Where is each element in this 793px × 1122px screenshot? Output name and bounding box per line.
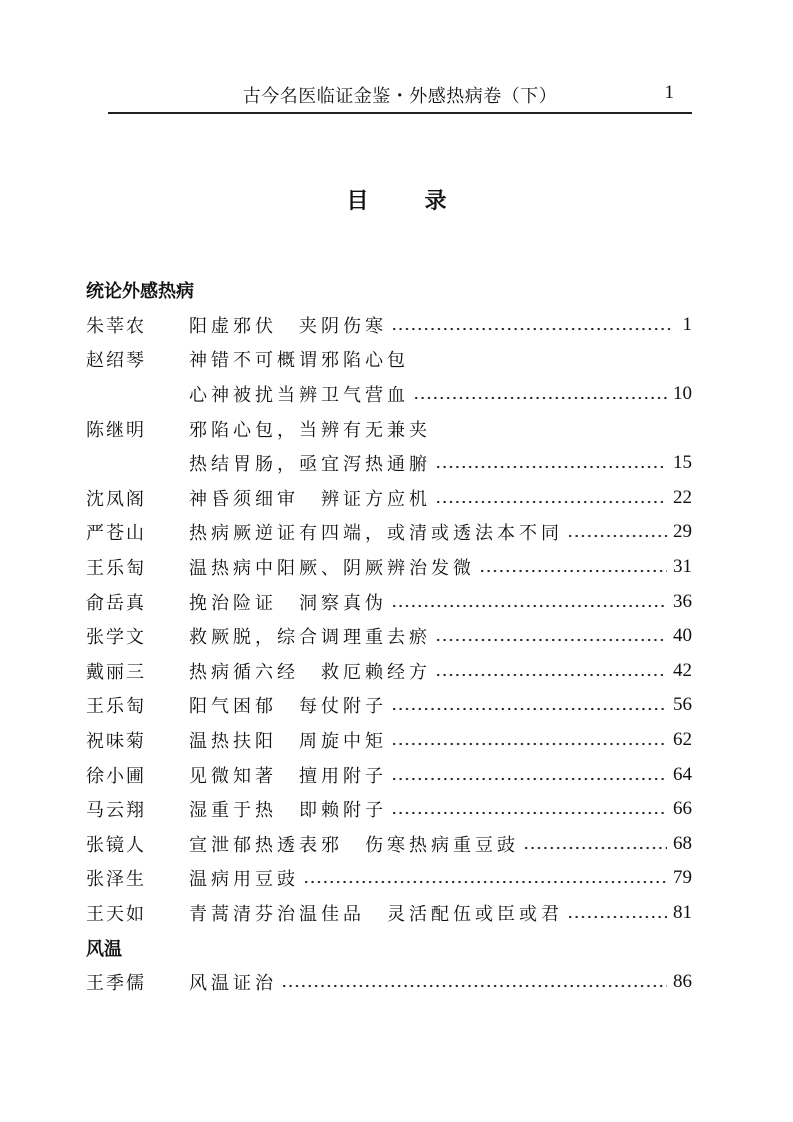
- entry-page-number: 40: [673, 625, 692, 647]
- section-heading: 风温: [86, 938, 122, 960]
- author-name: 祝味菊: [86, 731, 146, 753]
- page-number: 1: [664, 82, 674, 103]
- toc-entry[interactable]: [86, 308, 692, 343]
- entry-title: 神错不可概谓邪陷心包: [189, 350, 409, 372]
- entry-page-number: 22: [673, 486, 692, 508]
- toc-entry[interactable]: [86, 965, 692, 1000]
- entry-title: 宣泄郁热透表邪 伤寒热病重豆豉: [189, 834, 519, 856]
- author-name: 张泽生: [86, 869, 146, 891]
- toc-entry[interactable]: [86, 723, 692, 758]
- dot-leader: [435, 500, 667, 504]
- toc-entry[interactable]: [86, 515, 692, 550]
- page-title: [0, 184, 793, 215]
- entry-title: 温病用豆豉: [189, 869, 299, 891]
- entry-title: 邪陷心包，当辨有无兼夹: [189, 419, 431, 441]
- toc-entry[interactable]: [86, 757, 692, 792]
- dot-leader: [479, 569, 667, 573]
- toc-entry-line: [86, 342, 692, 377]
- toc-entry[interactable]: [86, 896, 692, 931]
- entry-title: 湿重于热 即赖附子: [189, 800, 387, 822]
- toc-entry[interactable]: [86, 446, 692, 481]
- header-rule: [108, 112, 692, 114]
- dot-leader: [391, 811, 667, 815]
- author-name: 王乐匋: [86, 558, 146, 580]
- author-name: 张镜人: [86, 834, 146, 856]
- author-name: 陈继明: [86, 419, 146, 441]
- entry-title: 挽治险证 洞察真伪: [189, 592, 387, 614]
- entry-title: 阳虚邪伏 夹阴伤寒: [189, 315, 387, 337]
- entry-title: 救厥脱，综合调理重去瘀: [189, 627, 431, 649]
- toc-entry[interactable]: [86, 550, 692, 585]
- entry-title: 青蒿清芬治温佳品 灵活配伍或臣或君: [189, 903, 563, 925]
- entry-page-number: 1: [682, 313, 692, 335]
- entry-page-number: 29: [673, 521, 692, 543]
- toc-entry[interactable]: [86, 377, 692, 412]
- author-name: 徐小圃: [86, 765, 146, 787]
- entry-page-number: 36: [673, 590, 692, 612]
- entry-page-number: 64: [673, 763, 692, 785]
- toc-entry[interactable]: [86, 861, 692, 896]
- dot-leader: [413, 396, 667, 400]
- entry-page-number: 56: [673, 694, 692, 716]
- dot-leader: [391, 777, 667, 781]
- author-name: 沈凤阁: [86, 488, 146, 510]
- author-name: 戴丽三: [86, 661, 146, 683]
- entry-page-number: 68: [673, 832, 692, 854]
- dot-leader: [435, 673, 667, 677]
- entry-page-number: 79: [673, 867, 692, 889]
- running-header: [108, 82, 692, 108]
- toc-entry[interactable]: [86, 654, 692, 689]
- entry-page-number: 81: [673, 901, 692, 923]
- author-name: 严苍山: [86, 523, 146, 545]
- dot-leader: [391, 707, 667, 711]
- entry-page-number: 15: [673, 452, 692, 474]
- table-of-contents: [86, 273, 692, 999]
- dot-leader: [281, 984, 667, 988]
- dot-leader: [567, 915, 667, 919]
- dot-leader: [391, 742, 667, 746]
- entry-page-number: 42: [673, 659, 692, 681]
- entry-page-number: 10: [673, 383, 692, 405]
- entry-title: 神昏须细审 辨证方应机: [189, 488, 431, 510]
- author-name: 王季儒: [86, 973, 146, 995]
- section-heading: 统论外感热病: [86, 281, 194, 303]
- dot-leader: [303, 880, 667, 884]
- author-name: 王乐匋: [86, 696, 146, 718]
- entry-title: 见微知著 擅用附子: [189, 765, 387, 787]
- toc-entry[interactable]: [86, 792, 692, 827]
- author-name: 张学文: [86, 627, 146, 649]
- entry-title: 热病厥逆证有四端，或清或透法本不同: [189, 523, 563, 545]
- toc-entry[interactable]: [86, 688, 692, 723]
- entry-title: 温热病中阳厥、阴厥辨治发微: [189, 558, 475, 580]
- entry-page-number: 86: [673, 971, 692, 993]
- author-name: 赵绍琴: [86, 350, 146, 372]
- toc-entry-line: [86, 411, 692, 446]
- author-name: 朱莘农: [86, 315, 146, 337]
- toc-entry[interactable]: [86, 584, 692, 619]
- entry-title: 心神被扰当辨卫气营血: [189, 385, 409, 407]
- dot-leader: [391, 604, 667, 608]
- entry-title: 热结胃肠，亟宜泻热通腑: [189, 454, 431, 476]
- running-header-title: 古今名医临证金鉴・外感热病卷（下）: [242, 86, 558, 107]
- entry-title: 热病循六经 救厄赖经方: [189, 661, 431, 683]
- page-title-char: 目: [346, 189, 369, 214]
- entry-title: 温热扶阳 周旋中矩: [189, 731, 387, 753]
- dot-leader: [435, 465, 667, 469]
- author-name: 马云翔: [86, 800, 146, 822]
- dot-leader: [391, 327, 674, 331]
- toc-entry[interactable]: [86, 481, 692, 516]
- page-title-char: 录: [424, 189, 447, 214]
- entry-title: 风温证治: [189, 973, 277, 995]
- entry-page-number: 31: [673, 556, 692, 578]
- entry-page-number: 62: [673, 729, 692, 751]
- dot-leader: [435, 638, 667, 642]
- toc-entry[interactable]: [86, 619, 692, 654]
- toc-entry[interactable]: [86, 827, 692, 862]
- dot-leader: [523, 846, 667, 850]
- author-name: 俞岳真: [86, 592, 146, 614]
- dot-leader: [567, 534, 667, 538]
- entry-page-number: 66: [673, 798, 692, 820]
- author-name: 王天如: [86, 903, 146, 925]
- entry-title: 阳气困郁 每仗附子: [189, 696, 387, 718]
